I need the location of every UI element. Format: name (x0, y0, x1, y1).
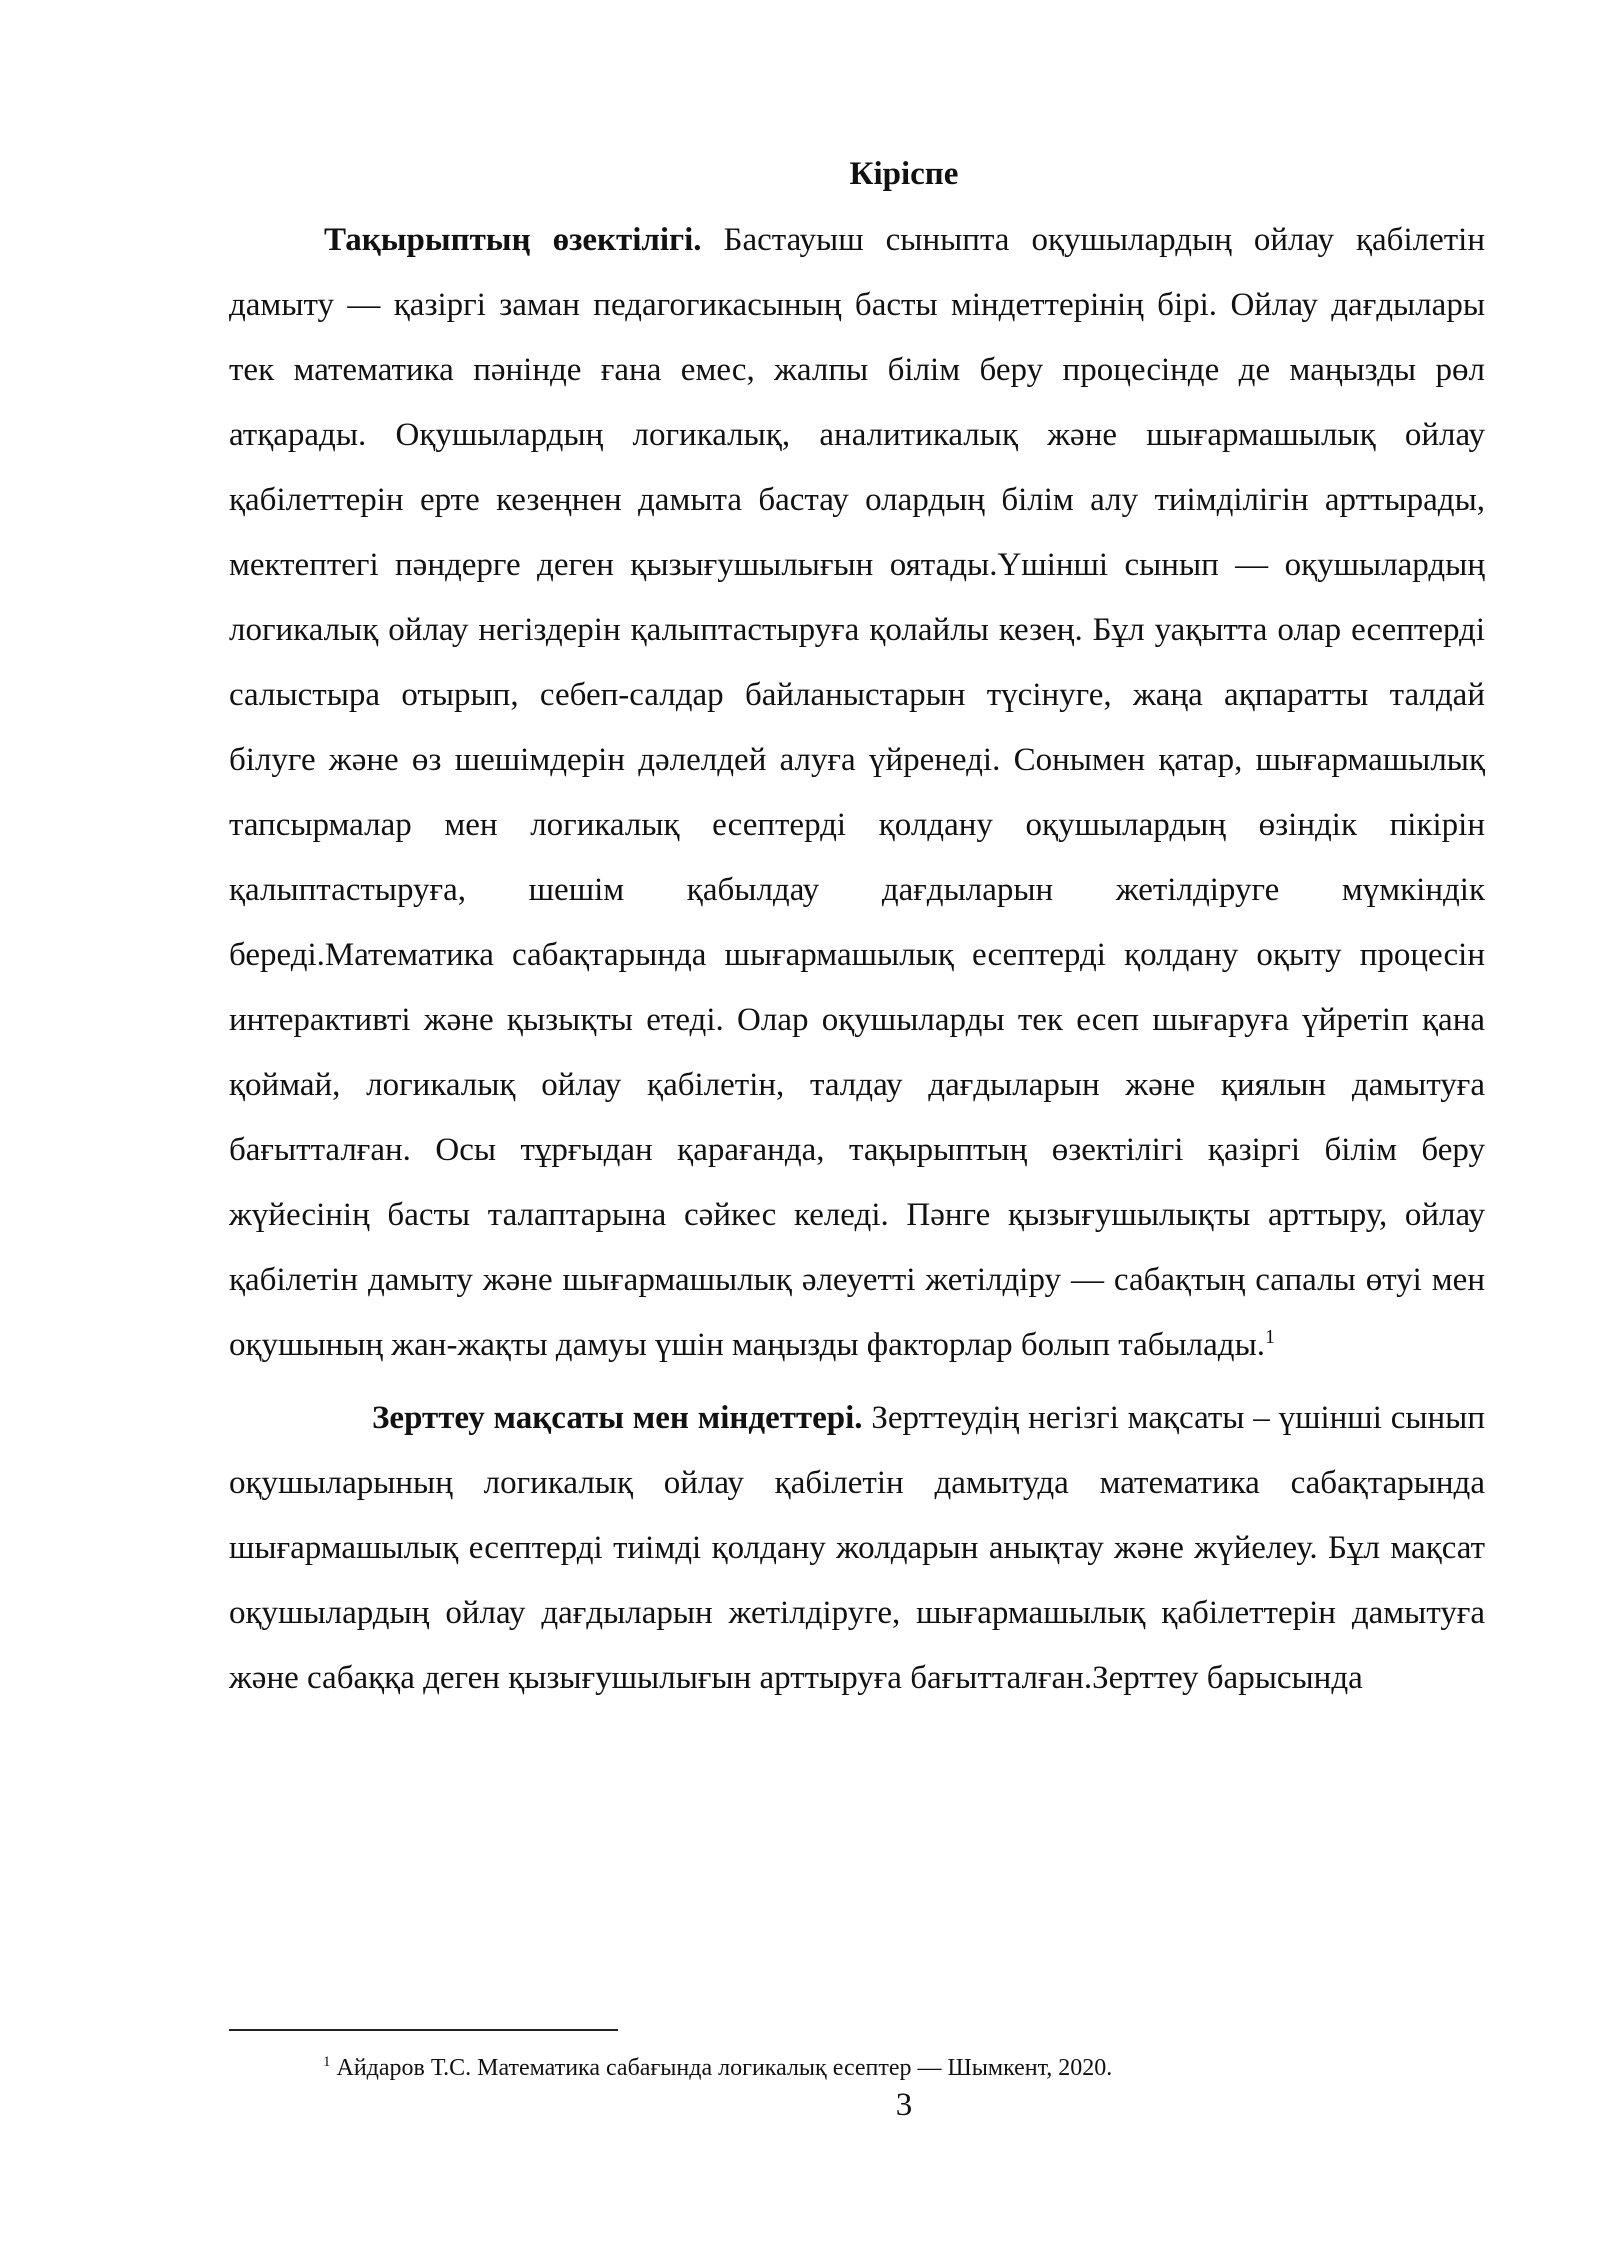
body-text (229, 208, 1485, 1711)
footnote-number: 1 (323, 2054, 331, 2070)
paragraph-relevance (229, 208, 1485, 1378)
page-number: 3 (895, 2087, 913, 2123)
footnote-text: Айдаров Т.С. Математика сабағында логикалық есептер — Шымкент, 2020. (336, 2055, 1113, 2081)
section-heading-goals: Зерттеу мақсаты мен міндеттері. (372, 1400, 863, 1436)
section-heading-relevance: Тақырыптың өзектілігі. (324, 222, 702, 258)
footnote-reference[interactable]: 1 (1265, 1326, 1276, 1348)
paragraph-goals (229, 1386, 1485, 1711)
footnote (323, 2053, 1473, 2083)
footnote-divider (229, 2029, 618, 2031)
paragraph-relevance-text: Бастауыш сыныпта оқушылардың ойлау қабілетін дамыту — қазіргі заман педагогикасының басты міндеттерінің бірі. Ойлау дағдылары тек математика пәнінде ғана емес, жалпы білім беру процесінде де маңызды рөл атқарады. Оқушылардың логикалық, аналитикалық және шығармашылық ойлау қабілеттерін ерте кезеңнен дамыта бастау олардың білім алу тиімділігін арттырады, мектептегі пәндерге деген қызығушылығын оятады.Үшінші сынып — оқушылардың логикалық ойлау негіздерін қалыптастыруға қолайлы кезең. Бұл уақытта олар есептерді салыстыра отырып, себеп-салдар байланыстарын түсінуге, жаңа ақпаратты талдай білуге және өз шешімдерін дәлелдей алуға үйренеді. Сонымен қатар, шығармашылық тапсырмалар мен логикалық есептерді қолдану оқушылардың өзіндік пікірін қалыптастыруға, шешім қабылдау дағдыларын жетілдіруге мүмкіндік береді.Математика сабақтарында шығармашылық есептерді қолдану оқыту процесін интерактивті және қызықты етеді. Олар оқушыларды тек есеп шығаруға үйретіп қана қоймай, логикалық ойлау қабілетін, талдау дағдыларын және қиялын дамытуға бағытталған. Осы тұрғыдан қарағанда, тақырыптың өзектілігі қазіргі білім беру жүйесінің басты талаптарына сәйкес келеді. Пәнге қызығушылықты арттыру, ойлау қабілетін дамыту және шығармашылық әлеуетті жетілдіру — сабақтың сапалы өтуі мен оқушының жан-жақты дамуы үшін маңызды факторлар болып табылады. (229, 222, 1485, 1363)
page-title: Кіріспе (849, 156, 959, 192)
paragraph-goals-text: Зерттеудің негізгі мақсаты – үшінші сынып оқушыларының логикалық ойлау қабілетін дамытуда математика сабақтарында шығармашылық есептерді тиімді қолдану жолдарын анықтау және жүйелеу. Бұл мақсат оқушылардың ойлау дағдыларын жетілдіруге, шығармашылық қабілеттерін дамытуға және сабаққа деген қызығушылығын арттыруға бағытталған.Зерттеу барысында (229, 1400, 1485, 1696)
